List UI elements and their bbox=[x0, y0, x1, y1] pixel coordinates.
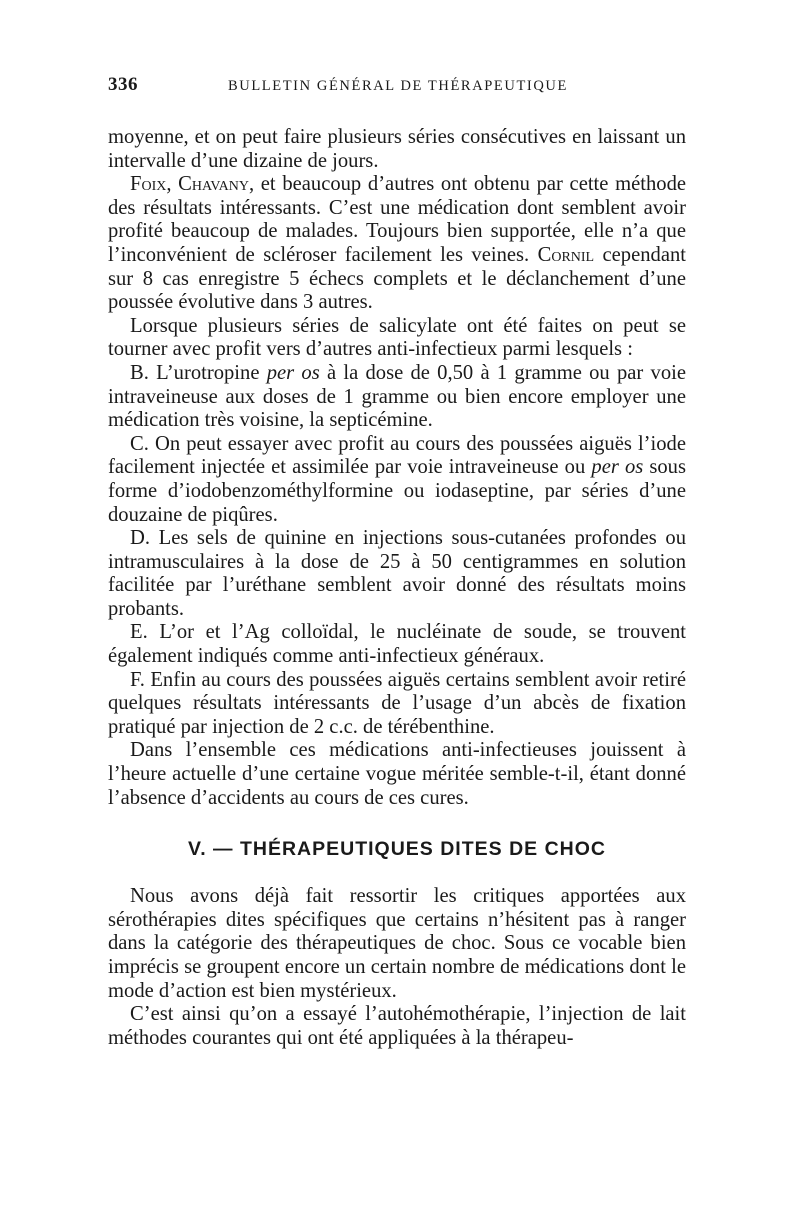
paragraph-text: , bbox=[166, 173, 179, 196]
paragraph-text: C. On peut essayer avec profit au cours des poussées aiguës l’iode facilement injectée et assimilée par voie intraveineuse ou bbox=[108, 432, 686, 479]
latin-term: per os bbox=[266, 361, 320, 384]
author-name: Chavany bbox=[178, 173, 249, 196]
paragraph: D. Les sels de quinine en injections sous-cutanées profondes ou intramusculaires à la dose de 25 à 50 centigrammes en solution facilitée par l’uréthane semblent avoir donné des résultats moins probants. bbox=[108, 527, 686, 620]
paragraph: C’est ainsi qu’on a essayé l’autohémothérapie, l’injection de lait méthodes courantes qui ont été appliquées à la thérapeu- bbox=[108, 1003, 686, 1049]
paragraph bbox=[108, 173, 686, 315]
paragraph bbox=[108, 433, 686, 527]
latin-term: per os bbox=[591, 456, 644, 479]
paragraph-text: sous forme d’iodobenzométhylformine ou iodaseptine, par séries d’une douzaine de piqûres. bbox=[108, 456, 686, 526]
paragraph-text: , et beaucoup d’autres ont obtenu par cette méthode des résultats intéressants. C’est une médication dont semblent avoir profité beaucoup de malades. Toujours bien supportée, elle n’a que l’inconvénient de scléroser facilement les veines. bbox=[108, 173, 687, 266]
running-head bbox=[108, 74, 686, 104]
paragraph: Lorsque plusieurs séries de salicylate ont été faites on peut se tourner avec profit vers d’autres anti-infectieux parmi lesquels : bbox=[108, 314, 686, 361]
paragraph bbox=[108, 362, 686, 433]
book-page bbox=[108, 74, 686, 1050]
paragraph-text: à la dose de 0,50 à 1 gramme ou par voie intraveineuse aux doses de 1 gramme ou bien encore employer une médication très voisine, la septicémine. bbox=[108, 361, 686, 432]
paragraph-text: cependant sur 8 cas enregistre 5 échecs complets et le déclanchement d’une poussée évolutive dans 3 autres. bbox=[108, 243, 686, 314]
author-name: Cornil bbox=[537, 243, 595, 266]
section-heading: V. — THÉRAPEUTIQUES DITES DE CHOC bbox=[187, 838, 606, 861]
paragraph: E. L’or et l’Ag colloïdal, le nucléinate de soude, se trouvent également indiqués comme anti-infectieux généraux. bbox=[108, 621, 686, 668]
paragraph: F. Enfin au cours des poussées aiguës certains semblent avoir retiré quelques résultats intéressants de l’usage d’un abcès de fixation pratiqué par injection de 2 c.c. de térébenthine. bbox=[108, 668, 686, 738]
page-number: 336 bbox=[108, 74, 138, 95]
journal-title: BULLETIN GÉNÉRAL DE THÉRAPEUTIQUE bbox=[228, 78, 568, 94]
body-text bbox=[108, 126, 686, 1050]
paragraph: moyenne, et on peut faire plusieurs séries consécutives en laissant un intervalle d’une dizaine de jours. bbox=[108, 126, 686, 172]
paragraph: Dans l’ensemble ces médications anti-infectieuses jouissent à l’heure actuelle d’une certaine vogue méritée semble-t-il, étant donné l’absence d’accidents au cours de ces cures. bbox=[108, 739, 686, 809]
paragraph-text: B. L’urotropine bbox=[130, 361, 267, 384]
paragraph: Nous avons déjà fait ressortir les critiques apportées aux sérothérapies dites spécifiques que certains n’hésitent pas à ranger dans la catégorie des thérapeutiques de choc. Sous ce vocable bien imprécis se groupent encore un certain nombre de médications dont le mode d’action est bien mystérieux. bbox=[108, 885, 686, 1002]
author-name: Foix bbox=[130, 173, 167, 196]
